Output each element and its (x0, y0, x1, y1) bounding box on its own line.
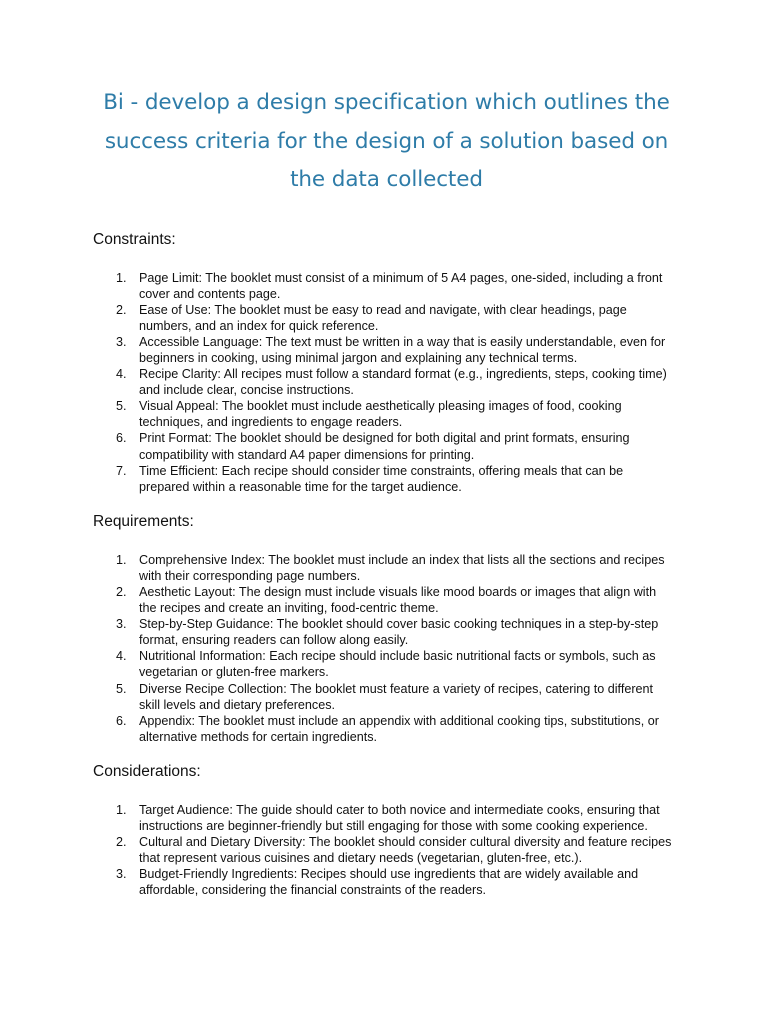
requirements-section (93, 512, 680, 745)
list-item (93, 834, 680, 866)
item-number: 4. (116, 367, 127, 382)
list-item (93, 802, 680, 834)
item-number: 1. (116, 802, 127, 817)
item-number: 2. (116, 585, 127, 599)
item-text: Time Efficient: Each recipe should consider time constraints, offering meals that can be prepared within a reasonable time for the target audience. (139, 463, 624, 494)
item-text: Recipe Clarity: All recipes must follow a standard format (e.g., ingredients, steps, cooking time) and include clear, concise instructions. (139, 367, 667, 398)
item-number: 1. (116, 552, 127, 567)
item-number: 1. (116, 270, 127, 285)
list-item (93, 302, 680, 334)
item-text: Step-by-Step Guidance: The booklet should cover basic cooking techniques in a step-by-step format, ensuring readers can follow along easily. (139, 617, 659, 648)
item-number: 4. (116, 649, 127, 664)
list-item (93, 463, 680, 495)
item-text: Target Audience: The guide should cater to both novice and intermediate cooks, ensuring that instructions are beginner-friendly but still engaging for those with some cooking experience. (139, 802, 660, 834)
item-text: Diverse Recipe Collection: The booklet must feature a variety of recipes, catering to different skill levels and dietary preferences. (139, 681, 654, 712)
list-item (93, 270, 680, 302)
constraints-section (93, 230, 680, 495)
constraints-list (93, 270, 680, 495)
item-number: 3. (116, 867, 127, 882)
item-text: Appendix: The booklet must include an appendix with additional cooking tips, substitutions, or alternative methods for certain ingredients. (139, 713, 659, 744)
considerations-section (93, 762, 680, 899)
item-number: 6. (116, 431, 127, 446)
section-heading-constraints: Constraints: (93, 230, 176, 248)
item-text: Budget-Friendly Ingredients: Recipes should use ingredients that are widely available and affordable, considering the financial constraints of the readers. (139, 867, 639, 898)
item-number: 5. (116, 399, 127, 414)
item-text: Accessible Language: The text must be written in a way that is easily understandable, even for beginners in cooking, using minimal jargon and explaining any technical terms. (139, 334, 666, 365)
item-number: 2. (116, 835, 127, 850)
item-number: 3. (116, 334, 127, 349)
list-item (93, 616, 680, 648)
item-text: Comprehensive Index: The booklet must include an index that lists all the sections and recipes with their corresponding page numbers. (139, 552, 665, 583)
item-text: Aesthetic Layout: The design must include visuals like mood boards or images that align with the recipes and create an inviting, food-centric theme. (139, 585, 657, 616)
page-title: Bi - develop a design specification which outlines the success criteria for the design of a solution based on the data collected (103, 90, 670, 192)
section-heading-considerations: Considerations: (93, 762, 201, 780)
item-text: Ease of Use: The booklet must be easy to read and navigate, with clear headings, page numbers, and an index for quick reference. (139, 302, 627, 333)
list-item (93, 430, 680, 462)
list-item (93, 398, 680, 430)
item-number: 6. (116, 713, 127, 728)
considerations-list (93, 802, 680, 899)
item-number: 5. (116, 681, 127, 696)
list-item (93, 713, 680, 745)
list-item (93, 866, 680, 898)
list-item (93, 334, 680, 366)
item-text: Nutritional Information: Each recipe should include basic nutritional facts or symbols, such as vegetarian or gluten-free markers. (139, 649, 656, 680)
list-item (93, 552, 680, 584)
item-number: 2. (116, 302, 127, 317)
list-item (93, 366, 680, 398)
section-heading-requirements: Requirements: (93, 512, 194, 530)
list-item (93, 584, 680, 616)
item-number: 7. (116, 463, 127, 478)
item-text: Visual Appeal: The booklet must include aesthetically pleasing images of food, cooking techniques, and ingredients to engage readers. (139, 399, 622, 430)
list-item (93, 681, 680, 713)
item-text: Cultural and Dietary Diversity: The booklet should consider cultural diversity and feature recipes that represent various cuisines and dietary needs (vegetarian, gluten-free, etc.). (139, 835, 672, 866)
requirements-list (93, 552, 680, 745)
list-item (93, 648, 680, 680)
item-text: Page Limit: The booklet must consist of a minimum of 5 A4 pages, one-sided, including a front cover and contents page. (139, 270, 663, 301)
item-number: 3. (116, 617, 127, 632)
item-text: Print Format: The booklet should be designed for both digital and print formats, ensuring compatibility with standard A4 paper dimensions for printing. (139, 431, 630, 462)
